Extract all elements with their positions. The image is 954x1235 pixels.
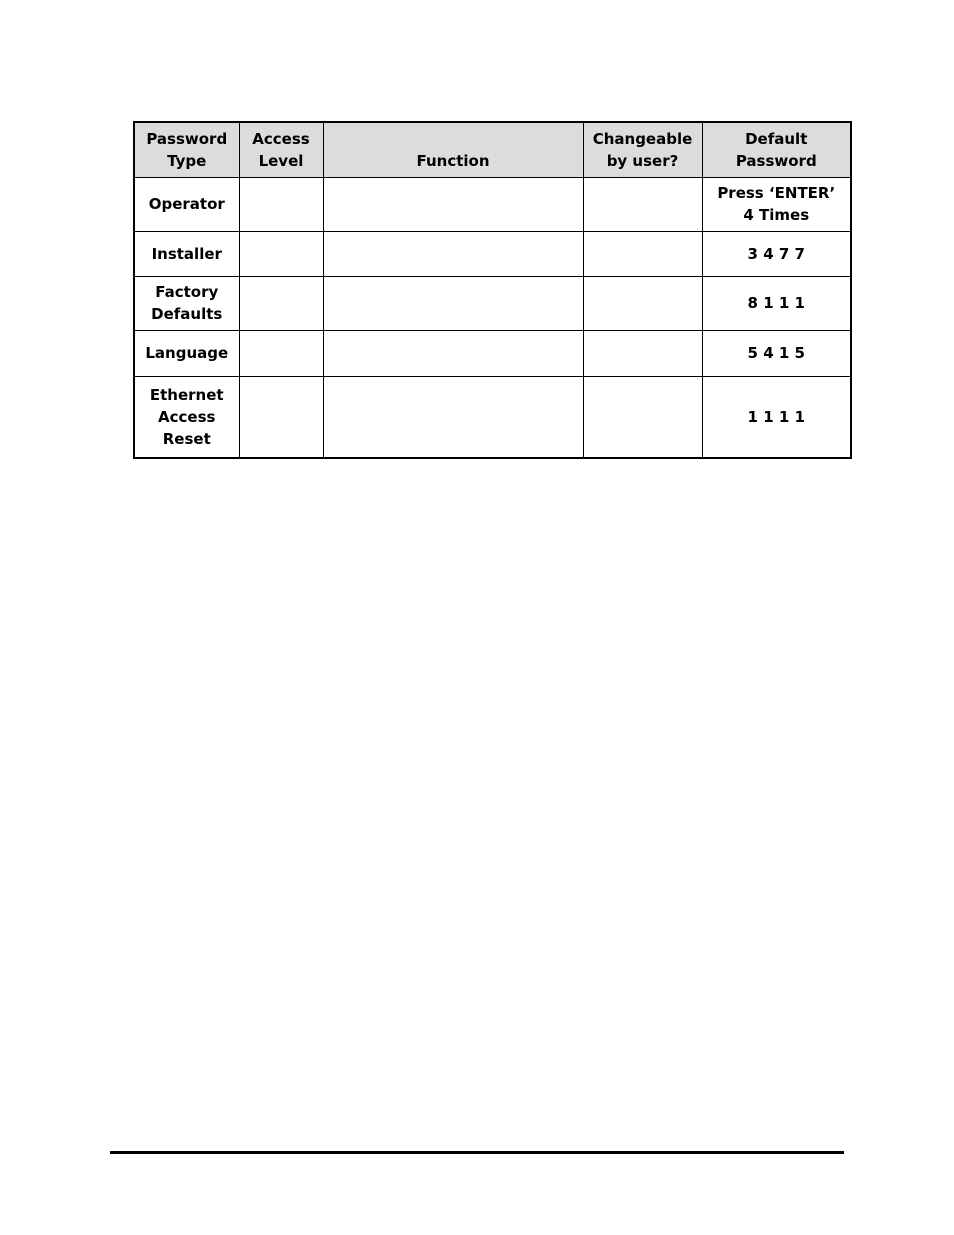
table-row <box>134 376 851 458</box>
cell-password-type: Language <box>134 330 239 376</box>
header-access-level: Access Level <box>239 122 323 177</box>
cell-default-password: 3 4 7 7 <box>702 231 851 276</box>
cell-changeable <box>583 276 702 330</box>
cell-access-level <box>239 376 323 458</box>
cell-changeable <box>583 231 702 276</box>
cell-default-password: 5 4 1 5 <box>702 330 851 376</box>
header-password-type: Password Type <box>134 122 239 177</box>
cell-password-type: Factory Defaults <box>134 276 239 330</box>
header-changeable: Changeable by user? <box>583 122 702 177</box>
cell-access-level <box>239 276 323 330</box>
cell-default-password: 1 1 1 1 <box>702 376 851 458</box>
password-table <box>133 121 852 459</box>
cell-access-level <box>239 231 323 276</box>
table-row <box>134 330 851 376</box>
cell-password-type: Ethernet Access Reset <box>134 376 239 458</box>
cell-changeable <box>583 376 702 458</box>
cell-default-password: 8 1 1 1 <box>702 276 851 330</box>
cell-default-password: Press ‘ENTER’ 4 Times <box>702 177 851 231</box>
cell-function <box>323 376 583 458</box>
cell-password-type: Installer <box>134 231 239 276</box>
table-row <box>134 276 851 330</box>
cell-changeable <box>583 330 702 376</box>
header-default-password: Default Password <box>702 122 851 177</box>
table-header-row <box>134 122 851 177</box>
footer-divider <box>110 1151 844 1154</box>
table-row <box>134 231 851 276</box>
cell-changeable <box>583 177 702 231</box>
cell-function <box>323 330 583 376</box>
cell-password-type: Operator <box>134 177 239 231</box>
cell-access-level <box>239 177 323 231</box>
table-row <box>134 177 851 231</box>
cell-function <box>323 276 583 330</box>
cell-access-level <box>239 330 323 376</box>
cell-function <box>323 177 583 231</box>
header-function: Function <box>323 122 583 177</box>
cell-function <box>323 231 583 276</box>
